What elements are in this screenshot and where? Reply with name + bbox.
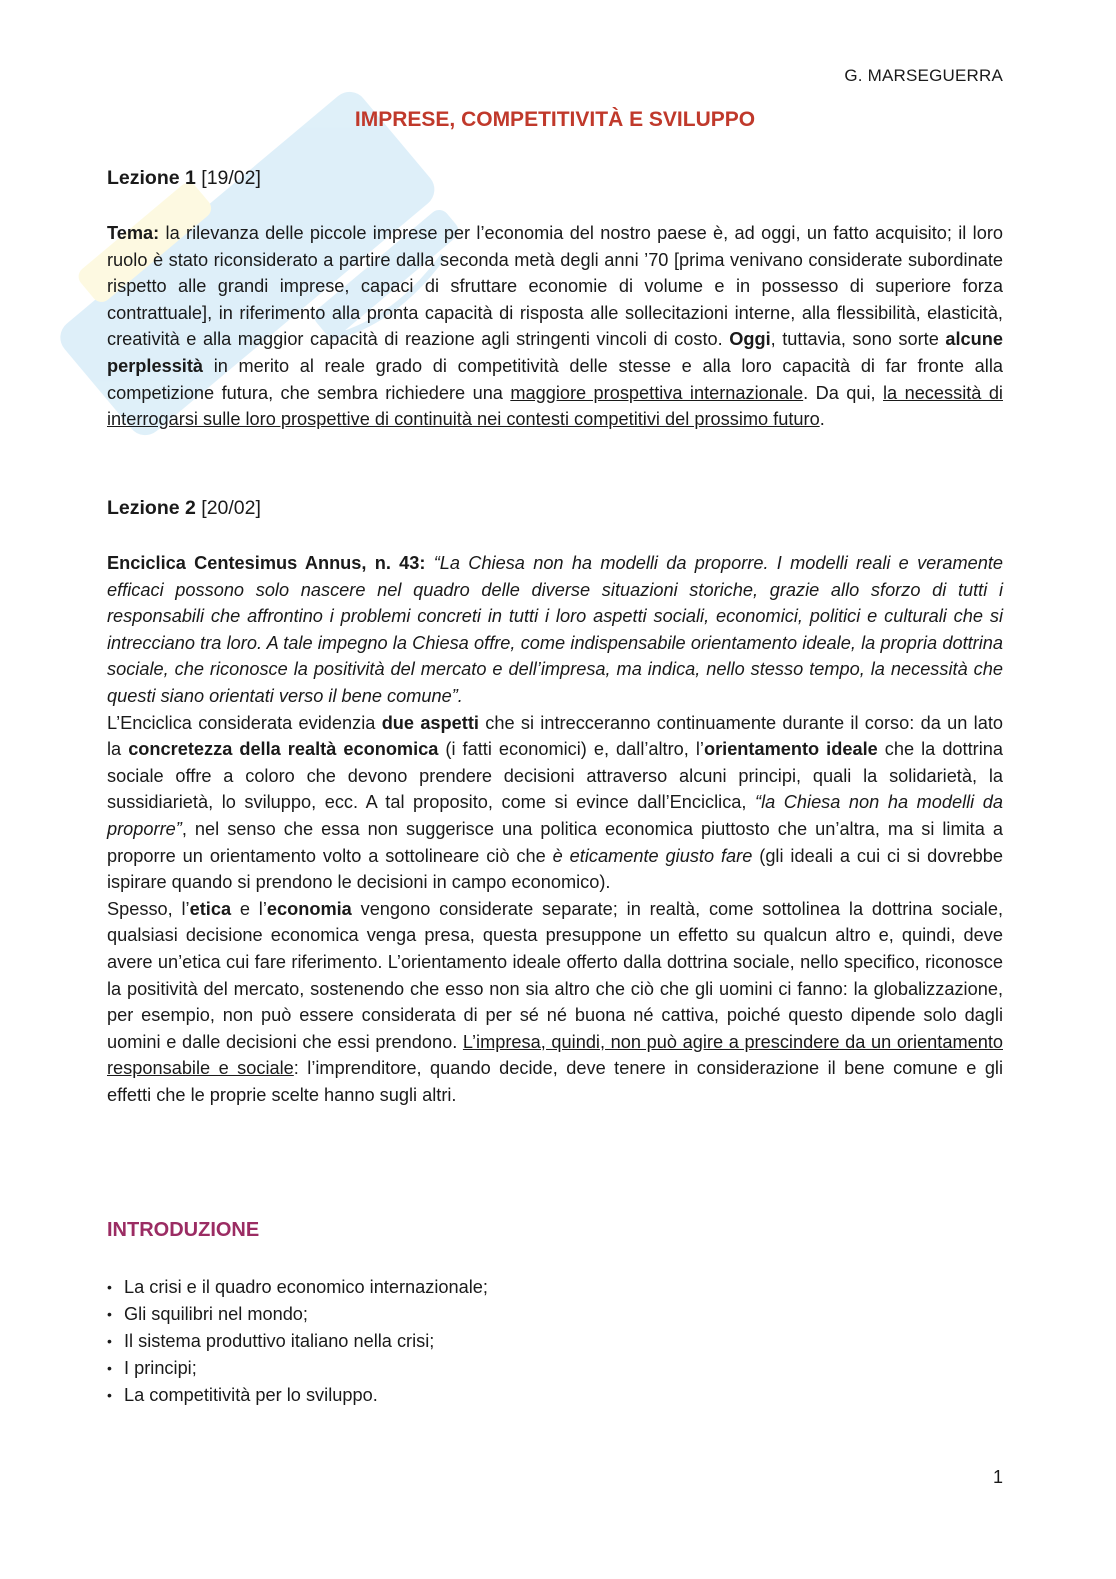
enciclica-quote: “La Chiesa non ha modelli da proporre. I modelli reali e veramente efficaci possono solo nascere nel quadro delle diverse situazioni storiche, grazie allo sforzo di tutti i responsabili che affrontino i problemi concreti in tutti i loro aspetti sociali, economici, politici e culturali che si intrecciano tra loro. A tale impegno la Chiesa offre, come indispensabile orientamento ideale, la propria dottrina sociale, che riconosce la positività del mercato e dell’impresa, ma indica, nello stesso tempo, la necessità che questi siano orientati verso il bene comune”.: [107, 553, 1003, 706]
text-run: e l’: [231, 898, 267, 919]
bold-perplessita: alcune perplessità: [107, 329, 1003, 376]
author-header: G. MARSEGUERRA: [844, 66, 1003, 85]
list-item: • I principi;: [107, 1355, 488, 1382]
document-title: IMPRESE, COMPETITIVITÀ E SVILUPPO: [354, 108, 756, 131]
lesson-1-heading: [107, 167, 261, 190]
text-run: (i fatti economici) e, dall’altro, l’: [438, 739, 704, 760]
list-item: • La crisi e il quadro economico internazionale;: [107, 1274, 488, 1301]
bold-run: concretezza della realtà economica: [128, 739, 439, 760]
text-run: vengono considerate separate; in realtà, come sottolinea la dottrina sociale, qualsiasi decisione economica venga presa, questa presuppone un effetto su qualcun altro e, quindi, deve avere un’etica cui fare riferimento. L’orientamento ideale offerto dalla dottrina sociale, nello specifico, riconosce la positività del mercato, sostenendo che esso non sia altro che ciò che gli uomini ci fanno: la globalizzazione, per esempio, non può essere considerata di per sé né buona né cattiva, poiché questo dipende solo dagli uomini e dalle decisioni che essi prendono.: [107, 898, 1003, 1052]
underlined-necessita: la necessità di interrogarsi sulle loro prospettive di continuità nei contesti competitivi del prossimo futuro: [107, 382, 1003, 430]
italic-run: “la Chiesa non ha modelli da proporre”: [107, 792, 1004, 839]
text-run: . Da qui,: [803, 382, 884, 403]
bold-run: due aspetti: [381, 712, 479, 733]
introduzione-list: [107, 1274, 488, 1409]
lesson-2-heading: [107, 497, 261, 520]
enciclica-label: Enciclica Centesimus Annus, n. 43:: [107, 553, 426, 573]
bold-oggi: Oggi: [729, 329, 771, 350]
list-item: • Il sistema produttivo italiano nella crisi;: [107, 1328, 488, 1355]
lesson-2-body: [107, 550, 1003, 1108]
bold-run: economia: [266, 898, 352, 919]
enciclica-analysis-paragraph: [107, 710, 1003, 896]
text-run: L’Enciclica considerata evidenzia: [107, 712, 382, 733]
tema-label: Tema:: [107, 223, 160, 243]
text-run: la rilevanza delle piccole imprese per l’economia del nostro paese è, ad oggi, un fatto acquisito; il loro ruolo è stato riconsiderato a partire dalla seconda metà degli anni ’70 [prima venivano considerate subordinate rispetto alle grandi imprese, capaci di sfruttare economie di volume e in possesso di superiore forza contrattuale], in riferimento alla pronta capacità di risposta alle sollecitazioni interne, alla flessibilità, elasticità, creatività e alla maggior capacità di reazione agli stringenti vincoli di costo.: [107, 223, 1003, 350]
enciclica-quote-paragraph: [107, 550, 1003, 710]
text-run: Spesso, l’: [107, 898, 190, 919]
text-run: , tuttavia, sono sorte: [770, 329, 946, 350]
text-run: : l’imprenditore, quando decide, deve tenere in considerazione il bene comune e gli effetti che le proprie scelte hanno sugli altri.: [107, 1058, 1004, 1105]
list-item: • La competitività per lo sviluppo.: [107, 1382, 488, 1409]
underlined-prospettiva: maggiore prospettiva internazionale: [510, 382, 804, 403]
text-run: (gli ideali a cui ci si dovrebbe ispirare quando si prendono le decisioni in campo economico).: [107, 845, 1003, 893]
text-run: che si intrecceranno continuamente durante il corso: da un lato la: [107, 712, 1003, 760]
text-run: che la dottrina sociale offre a coloro che devono prendere decisioni attraverso alcuni principi, quali la solidarietà, la sussidiarietà, lo sviluppo, ecc. A tal proposito, come si evince dall’Enciclica,: [107, 739, 1003, 813]
text-run: in merito al reale grado di competitività delle stesse e alla loro capacità di far fronte alla competizione futura, che sembra richiedere una: [107, 355, 1003, 403]
lesson-2-date: [20/02]: [201, 497, 261, 519]
bold-run: orientamento ideale: [703, 739, 878, 760]
lesson-2-label: Lezione 2: [107, 497, 196, 519]
lesson-1-date: [19/02]: [201, 167, 261, 189]
text-run: , nel senso che essa non suggerisce una politica economica piuttosto che un’altra, ma si limita a proporre un orientamento volto a sottolineare ciò che: [107, 818, 1003, 866]
introduzione-heading: INTRODUZIONE: [107, 1219, 260, 1241]
text-run: .: [819, 409, 825, 430]
underlined-run: L’impresa, quindi, non può agire a prescindere da un orientamento responsabile e sociale: [107, 1031, 1003, 1079]
etica-economia-paragraph: [107, 896, 1003, 1109]
bold-run: etica: [189, 898, 232, 919]
italic-run: è eticamente giusto fare: [552, 845, 753, 866]
list-item: • Gli squilibri nel mondo;: [107, 1301, 488, 1328]
lesson-1-label: Lezione 1: [107, 167, 196, 189]
page-number: 1: [992, 1467, 1003, 1487]
lesson-1-paragraph: [107, 220, 1003, 433]
